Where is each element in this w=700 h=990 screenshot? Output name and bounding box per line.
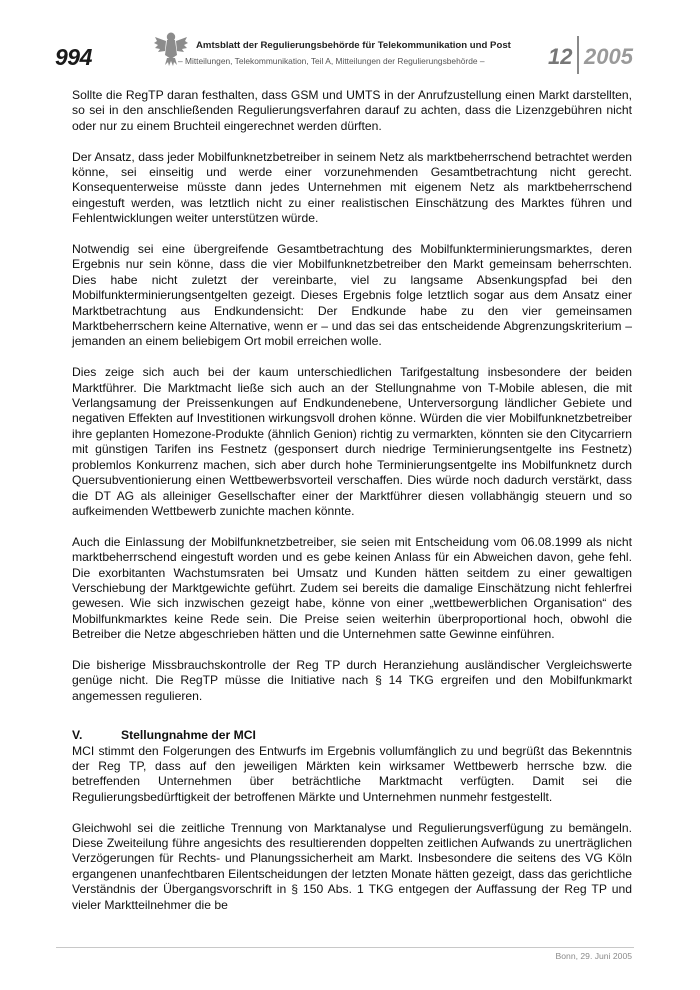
page-number: 994 [55,44,92,70]
paragraph: Auch die Einlassung der Mobilfunknetzbetreiber, sie seien mit Entscheidung vom 06.08.1999 als nicht marktbeherrschend eingestuft worden und es gebe keinen Anlass für ein Abweichen davon, gehe fehl. Die exorbitanten Wachstumsraten bei Umsatz und Kunden hätten seitdem zu einer gewaltigen Verschiebung der Marktgewichte geführt. Zudem sei bereits die damalige Einschätzung nicht fehlerfrei gewesen. Wie sich inzwischen gezeigt habe, könne von einer „wettbewerblichen Organisation“ des Mobilfunkmarktes keine Rede sein. Die Preise seien weiterhin überproportional hoch, obwohl die Betreiber die Netze abgeschrieben hätten und die Unternehmen satte Gewinne einführen. [72,534,632,642]
paragraph: Gleichwohl sei die zeitliche Trennung von Marktanalyse und Regulierungsverfügung zu bemängeln. Diese Zweiteilung führe angesichts des resultierenden doppelten zeitlichen Aufwands zu unerträglichen Verzögerungen für Rechts- und Planungssicherheit am Markt. Insbesondere die seitens des VG Köln ergangenen unanfechtbaren Eilentscheidungen der letzten Monate hätten gezeigt, dass das gerichtliche Verständnis der Übergangsvorschrift in § 150 Abs. 1 TKG entgegen der Auffassung der Reg TP und vieler Marktteilnehmer die be [72,820,632,912]
issue-year: 2005 [584,44,633,69]
paragraph: Dies zeige sich auch bei der kaum unterschiedlichen Tarifgestaltung insbesondere der beiden Marktführer. Die Marktmacht ließe sich auch an der Stellungnahme von T-Mobile ablesen, die mit Verlangsamung der Preissenkungen auf Endkundenebene, Unterversorgung ländlicher Gebiete und negativen Effekten auf Investitionen wirkungsvoll drohen könne. Würden die vier Mobilfunknetzbetreiber ihre geplanten Homezone-Produkte (ähnlich Genion) richtig zu vermarkten, könnten sie den Citycarriern mit günstigen Tarifen ins Festnetz (gesponsert durch niedrige Terminierungsentgelte ins Festnetz) problemlos Konkurrenz machen, sich aber durch hohe Terminierungsentgelte ins Mobilfunknetz durch Quersubventionierung einen Wettbewerbsvorteil verschaffen. Dies würde noch dadurch verstärkt, dass die DT AG als alleiniger Gesellschafter einer der Marktführer diesen vollabhängig steuern und so aufkeimenden Wettbewerb zunichte machen könnte. [72,365,632,518]
footer-place-date: Bonn, 29. Juni 2005 [555,951,632,961]
section-number: V. [72,728,83,743]
section-heading [72,728,632,743]
issue-number: 12 [548,44,573,69]
paragraph: Sollte die RegTP daran festhalten, dass GSM und UMTS in der Anrufzustellung einen Markt darstellten, so sei in den anschließenden Regulierungsverfahren darauf zu achten, dass die Lizenzgebühren nicht oder nur zu einem Bruchteil eingerechnet werden dürften. [72,88,632,133]
paragraph: Die bisherige Missbrauchskontrolle der Reg TP durch Heranziehung ausländischer Vergleichswerte genüge nicht. Die RegTP müsse die Initiative nach § 14 TKG ergreifen und den Mobilfunkmarkt angemessen regulieren. [72,657,632,703]
paragraph: Der Ansatz, dass jeder Mobilfunknetzbetreiber in seinem Netz als marktbeherrschend betrachtet werden könne, sei einseitig und werde einer vorzunehmenden Gesamtbetrachtung nicht gerecht. Konsequenterweise müsste dann jedes Unternehmen mit eigenem Netz als marktbeherrschend eingestuft werden, was letztlich nicht zu einer realistischen Einschätzung des Marktes führen und Fehlentwicklungen weiter unterstützen würde. [72,149,632,226]
paragraph: MCI stimmt den Folgerungen des Entwurfs im Ergebnis vollumfänglich zu und begrüßt das Bekenntnis der Reg TP, dass auf den jeweiligen Märkten kein wirksamer Wettbewerb herrsche bzw. die betreffenden Unternehmen über beträchtliche Marktmacht verfügten. Damit sei die Regulierungsbedürftigkeit der betroffenen Märkte und Unternehmen nunmehr festgestellt. [72,743,632,804]
header-title: Amtsblatt der Regulierungsbehörde für Telekommunikation und Post [196,40,511,51]
issue-divider [577,36,579,74]
section-title: Stellungnahme der MCI [121,728,256,743]
footer-divider [56,947,634,948]
paragraph: Notwendig sei eine übergreifende Gesamtbetrachtung des Mobilfunkterminierungsmarktes, deren Ergebnis nur sein könne, dass die vier Mobilfunknetzbetreiber den Markt gemeinsam beherrschten. Dies habe nicht zuletzt der vereinbarte, viel zu langsame Absenkungspfad bei den Mobilfunkterminierungsentgelten gezeigt. Dieses Ergebnis folge letztlich sogar aus dem Ansatz einer Marktbetrachtung aus Endkundensicht: Der Endkunde habe zu den vier gemeinsamen Marktbeherrschern keine Alternative, wenn er – und das sei das entscheidende Abgrenzungskriterium – jemanden an einem beliebigem Ort mobil erreichen wolle. [72,242,632,349]
header-subtitle: – Mitteilungen, Telekommunikation, Teil A, Mitteilungen der Regulierungsbehörde – [178,56,485,66]
document-body [72,88,632,928]
